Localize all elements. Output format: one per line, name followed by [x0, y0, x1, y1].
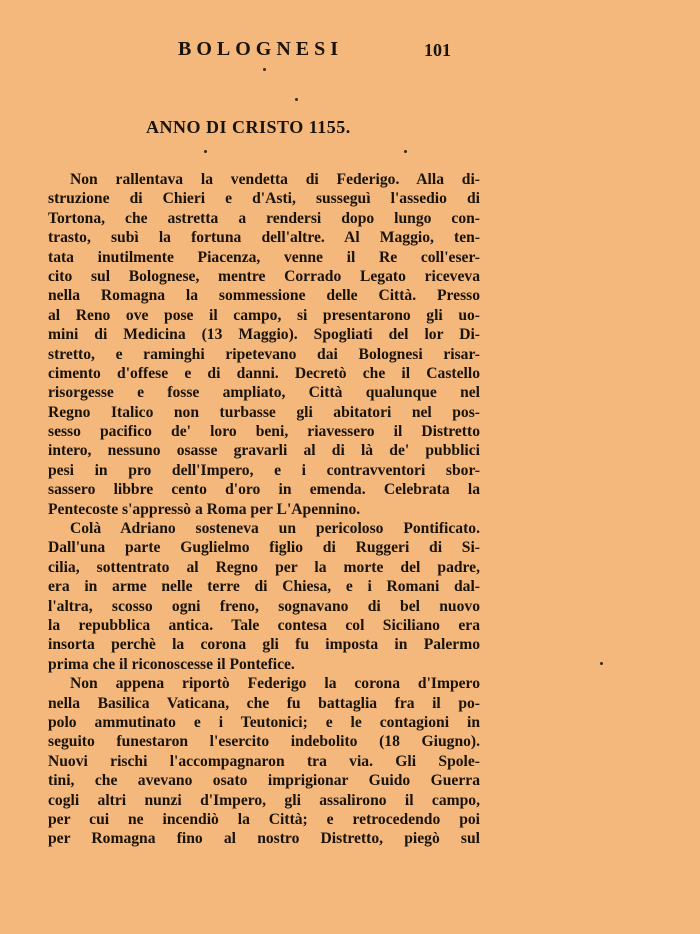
- text-line: l'altra, scosso ogni freno, sognavano di bel nuovo: [48, 597, 480, 615]
- text-line: era in arme nelle terre di Chiesa, e i Romani dal-: [48, 578, 480, 596]
- text-line: cito sul Bolognese, mentre Corrado Legato riceveva: [48, 267, 480, 285]
- text-line: seguito funestaron l'esercito indebolito (18 Giugno).: [48, 733, 480, 751]
- text-line: Pentecoste s'appressò a Roma per L'Apennino.: [48, 500, 361, 518]
- text-line: struzione di Chieri e d'Asti, susseguì l'assedio di: [48, 190, 480, 208]
- scan-speck: [204, 150, 207, 153]
- text-line: cogli altri nunzi d'Impero, gli assalirono il campo,: [48, 791, 480, 809]
- running-title: BOLOGNESI: [178, 38, 344, 60]
- text-line: cimento d'offese e di danni. Decretò che il Castello: [48, 364, 480, 382]
- text-line: Regno Italico non turbasse gli abitatori nel pos-: [48, 403, 480, 421]
- body-text: [48, 170, 480, 849]
- text-line: tata inutilmente Piacenza, venne il Re coll'eser-: [48, 248, 480, 266]
- text-line: la repubblica antica. Tale contesa col Siciliano era: [48, 616, 480, 634]
- text-line: tini, che avevano osato imprigionar Guido Guerra: [48, 772, 480, 790]
- text-line: pesi in pro dell'Impero, e i contravventori sbor-: [48, 461, 480, 479]
- text-line: Dall'una parte Guglielmo figlio di Ruggeri di Si-: [48, 539, 480, 557]
- scan-speck: [295, 98, 298, 101]
- section-title: ANNO DI CRISTO 1155.: [146, 117, 351, 137]
- text-line: Non rallentava la vendetta di Federigo. Alla di-: [70, 171, 480, 188]
- text-line: nella Basilica Vaticana, che fu battaglia fra il po-: [48, 694, 480, 712]
- text-line: intero, nessuno osasse gravarli al di là de' pubblici: [48, 442, 480, 460]
- text-line: mini di Medicina (13 Maggio). Spogliati del lor Di-: [48, 326, 480, 344]
- text-line: prima che il riconoscesse il Pontefice.: [48, 655, 295, 673]
- scan-speck: [263, 68, 266, 71]
- scan-speck: [600, 662, 603, 665]
- text-line: trasto, subì la fortuna dell'altre. Al Maggio, ten-: [48, 229, 480, 247]
- text-line: polo ammutinato e i Teutonici; e le contagioni in: [48, 713, 480, 731]
- text-line: per cui ne incendiò la Città; e retrocedendo poi: [48, 810, 480, 828]
- text-line: sesso pacifico de' loro beni, riavessero il Distretto: [48, 423, 480, 441]
- text-line: Tortona, che astretta a rendersi dopo lungo con-: [48, 209, 480, 227]
- text-line: cilia, sottentrato al Regno per la morte del padre,: [48, 558, 480, 576]
- text-line: per Romagna fino al nostro Distretto, piegò sul: [48, 830, 480, 848]
- page-number: 101: [424, 40, 451, 60]
- text-line: insorta perchè la corona gli fu imposta in Palermo: [48, 636, 480, 654]
- text-line: sassero libbre cento d'oro in emenda. Celebrata la: [48, 481, 480, 499]
- scan-speck: [404, 150, 407, 153]
- text-line: Colà Adriano sosteneva un pericoloso Pontificato.: [70, 520, 480, 538]
- text-line: risorgesse e fosse ampliato, Città qualunque nel: [48, 384, 480, 402]
- text-line: Non appena riportò Federigo la corona d'Impero: [70, 675, 480, 693]
- text-line: nella Romagna la sommessione delle Città. Presso: [48, 287, 480, 305]
- text-line: Nuovi rischi l'accompagnaron tra via. Gli Spole-: [48, 752, 480, 770]
- text-line: al Reno ove pose il campo, si presentarono gli uo-: [48, 306, 480, 324]
- text-line: stretto, e raminghi ripetevano dai Bolognesi risar-: [48, 345, 480, 363]
